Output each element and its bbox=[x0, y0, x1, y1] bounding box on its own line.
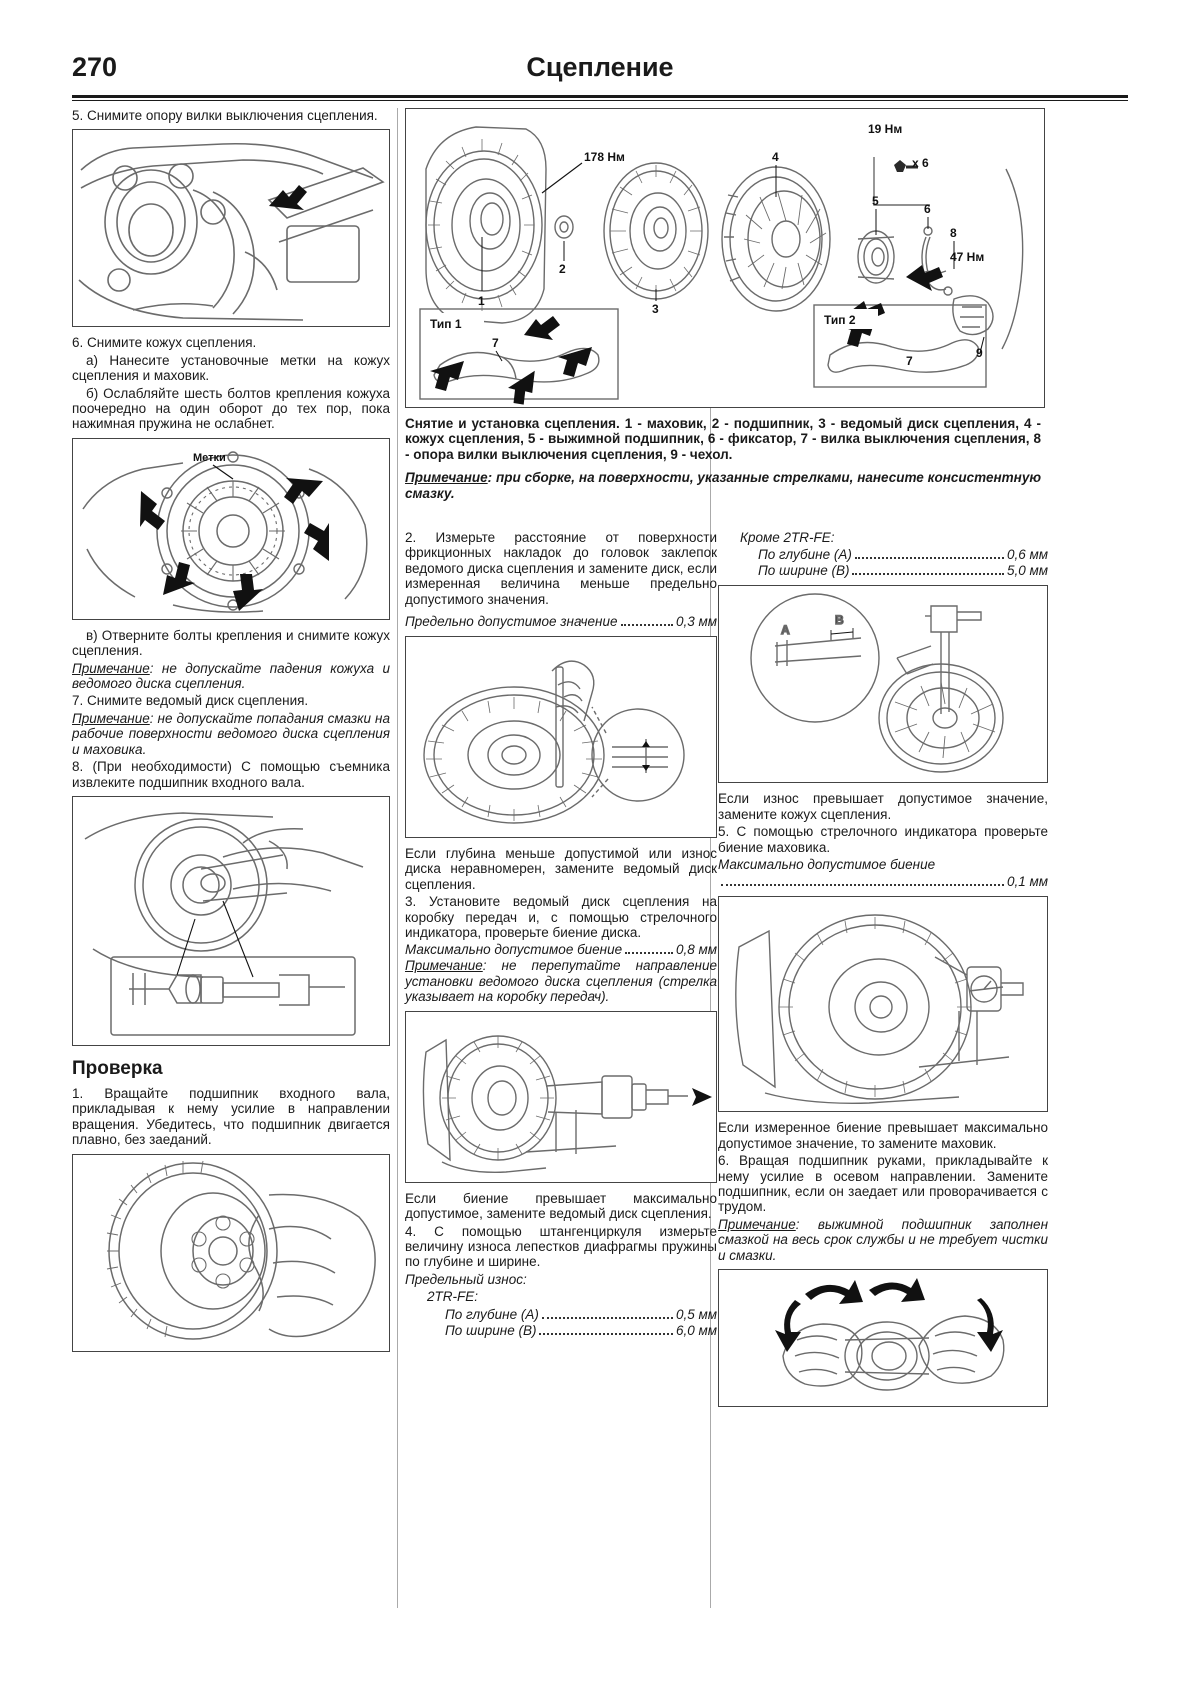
torque-19-label: 19 Нм bbox=[868, 122, 903, 136]
figure-clutch-cover-marks bbox=[72, 438, 390, 620]
callout-2: 2 bbox=[559, 262, 566, 276]
callout-9: 9 bbox=[976, 346, 983, 360]
dot-leader bbox=[852, 573, 1004, 575]
wear-depth-label: По глубине (А) bbox=[445, 1306, 539, 1322]
torque-178-label: 178 Нм bbox=[584, 150, 625, 164]
limit-value-row bbox=[405, 614, 717, 630]
except-width-row bbox=[718, 563, 1048, 579]
header-rule bbox=[72, 95, 1128, 98]
after-fig6-text: Если биение превышает максимально допустимое, замените ведомый диск сцепления. bbox=[405, 1190, 717, 1222]
note-body: : не допускайте попадания смазки на рабочие поверхности ведомого диска сцепления и маховика. bbox=[72, 710, 390, 757]
callout-3: 3 bbox=[652, 302, 659, 316]
dot-leader bbox=[542, 1317, 673, 1319]
runout-value-row bbox=[405, 942, 717, 958]
callout-5: 5 bbox=[872, 194, 879, 208]
section-title-check: Проверка bbox=[72, 1057, 163, 1079]
type-1-label: Тип 1 bbox=[430, 317, 462, 331]
figure-release-bearing-check bbox=[718, 1269, 1048, 1407]
figure-disc-runout-check bbox=[405, 1011, 717, 1183]
right-step-6-text: 6. Вращая подшипник руками, прикладывайте к нему усилие в осевом направлении. Замените подшипник, если он заедает или проворачивается с трудом. bbox=[718, 1153, 1048, 1215]
callout-7-type2: 7 bbox=[906, 354, 913, 368]
step-4-text: 4. С помощью штангенциркуля измерьте величину износа лепестков диафрагмы пружины по глубине и ширине. bbox=[405, 1223, 717, 1270]
limit-value: 0,3 мм bbox=[675, 614, 717, 630]
center-column bbox=[405, 530, 717, 1339]
dot-leader bbox=[721, 884, 1004, 886]
wear-depth-row bbox=[405, 1307, 717, 1323]
dot-leader bbox=[855, 557, 1004, 559]
torque-47-label: 47 Нм bbox=[950, 250, 985, 264]
figure-flywheel-runout-check bbox=[718, 896, 1048, 1112]
step-6v-text: в) Отверните болты крепления и снимите кожух сцепления. bbox=[72, 627, 390, 659]
dot-leader bbox=[625, 952, 673, 954]
except-depth-value: 0,6 мм bbox=[1006, 547, 1048, 563]
callout-7-type1: 7 bbox=[492, 336, 499, 350]
check-step-1-text: 1. Вращайте подшипник входного вала, прикладывая к нему усилие в направлении вращения. Убедитесь, что подшипник двигается плавно, без заеданий. bbox=[72, 1085, 390, 1148]
except-engine: Кроме 2TR-FE: bbox=[740, 530, 835, 545]
dot-leader bbox=[539, 1333, 673, 1335]
chapter-title: Сцепление bbox=[526, 52, 674, 82]
figure-rivet-depth-measure bbox=[405, 636, 717, 838]
note-word: Примечание bbox=[718, 1216, 796, 1232]
figure-input-shaft-bearing-check bbox=[72, 1154, 390, 1352]
step-6a-text: а) Нанесите установочные метки на кожух сцепления и маховик. bbox=[72, 352, 390, 384]
callout-4: 4 bbox=[772, 150, 779, 164]
step-5-text: 5. Снимите опору вилки выключения сцепления. bbox=[72, 108, 378, 123]
except-width-label: По ширине (В) bbox=[758, 563, 850, 579]
runout-value: 0,8 мм bbox=[675, 942, 717, 958]
left-column bbox=[72, 108, 390, 1360]
center-note-assembly bbox=[405, 470, 1041, 501]
right-column bbox=[718, 530, 1048, 1415]
figure-mark-label: Метки bbox=[193, 451, 226, 464]
right-runout-label: Максимально допустимое биение bbox=[718, 857, 936, 873]
limit-label: Предельно допустимое значение bbox=[405, 614, 618, 630]
callout-8: 8 bbox=[950, 226, 957, 240]
note-word: Примечание bbox=[72, 710, 150, 726]
wear-depth-value: 0,5 мм bbox=[675, 1306, 717, 1322]
note-word: Примечание bbox=[72, 660, 150, 676]
wear-width-value: 6,0 мм bbox=[675, 1322, 717, 1338]
except-width-value: 5,0 мм bbox=[1006, 563, 1048, 579]
wear-title: Предельный износ: bbox=[405, 1271, 527, 1287]
note-body: : при сборке, на поверхности, указанные стрелками, нанесите консистентную смазку. bbox=[405, 470, 1041, 501]
figure-bearing-puller bbox=[72, 796, 390, 1046]
page-header bbox=[72, 52, 1128, 98]
page-number: 270 bbox=[72, 52, 118, 82]
after-fig7-text: Если износ превышает допустимое значение, замените кожух сцепления. bbox=[718, 791, 1048, 822]
step-6-text: 6. Снимите кожух сцепления. bbox=[72, 335, 257, 351]
figure-diaphragm-wear-measure bbox=[718, 585, 1048, 783]
figure-fork-support bbox=[72, 129, 390, 327]
left-note-1 bbox=[72, 661, 390, 692]
step-2-text: 2. Измерьте расстояние от поверхности фрикционных накладок до головок заклепок ведомого диска сцепления и замените диск, если измеренная величина меньше предельно допустимого значения. bbox=[405, 530, 717, 607]
column-divider-1 bbox=[397, 108, 398, 1608]
right-runout-row bbox=[718, 874, 1048, 890]
right-note bbox=[718, 1217, 1048, 1263]
header-rule-thin bbox=[72, 100, 1128, 101]
wear-width-label: По ширине (В) bbox=[445, 1322, 537, 1338]
note-body: : не перепутайте направление установки ведомого диска сцепления (стрелка указывает на коробку передач). bbox=[405, 958, 717, 1005]
runout-label: Максимально допустимое биение bbox=[405, 942, 623, 958]
figure-clutch-exploded bbox=[405, 108, 1045, 408]
note-body: : выжимной подшипник заполнен смазкой на весь срок службы и не требует чистки и смазки. bbox=[718, 1216, 1048, 1263]
note-body: : не допускайте падения кожуха и ведомого диска сцепления. bbox=[72, 660, 390, 692]
torque-19-qty-label: x 6 bbox=[912, 156, 929, 170]
wear-engine: 2TR-FE: bbox=[427, 1289, 479, 1305]
label-b: В bbox=[835, 613, 844, 628]
after-fig5-text: Если глубина меньше допустимой или износ диска неравномерен, замените ведомый диск сцепления. bbox=[405, 846, 717, 892]
dot-leader bbox=[621, 624, 673, 626]
wear-width-row bbox=[405, 1323, 717, 1339]
center-column-top bbox=[405, 108, 1045, 503]
callout-1: 1 bbox=[478, 294, 485, 308]
note-word: Примечание bbox=[405, 958, 483, 974]
after-fig8-text: Если измеренное биение превышает максимально допустимое значение, то замените маховик. bbox=[718, 1120, 1048, 1151]
right-step-5-text: 5. С помощью стрелочного индикатора проверьте биение маховика. bbox=[718, 824, 1048, 855]
center-note-direction bbox=[405, 958, 717, 1004]
step-7-text: 7. Снимите ведомый диск сцепления. bbox=[72, 693, 309, 709]
right-runout-value: 0,1 мм bbox=[1006, 874, 1048, 890]
type-2-label: Тип 2 bbox=[824, 313, 856, 327]
exploded-diagram-caption: Снятие и установка сцепления. 1 - маховик, 2 - подшипник, 3 - ведомый диск сцепления, 4 - кожух сцепления, 5 - выжимной подшипник, 6 - фиксатор, 7 - вилка выключения сцепления, 8 - опора вилки выключения сцепления, 9 - чехол. bbox=[405, 416, 1041, 462]
except-depth-row bbox=[718, 547, 1048, 563]
left-note-2 bbox=[72, 711, 390, 757]
step-8-text: 8. (При необходимости) С помощью съемника извлеките подшипник входного вала. bbox=[72, 759, 390, 790]
step-6b-text: б) Ослабляйте шесть болтов крепления кожуха поочередно на один оборот до тех пор, пока нажимная пружина не ослабнет. bbox=[72, 385, 390, 432]
except-depth-label: По глубине (А) bbox=[758, 547, 852, 563]
callout-6: 6 bbox=[924, 202, 931, 216]
note-word: Примечание bbox=[405, 470, 488, 486]
label-a: А bbox=[781, 623, 790, 638]
step-3-text: 3. Установите ведомый диск сцепления на коробку передач и, с помощью стрелочного индикатора, проверьте биение диска. bbox=[405, 894, 717, 941]
